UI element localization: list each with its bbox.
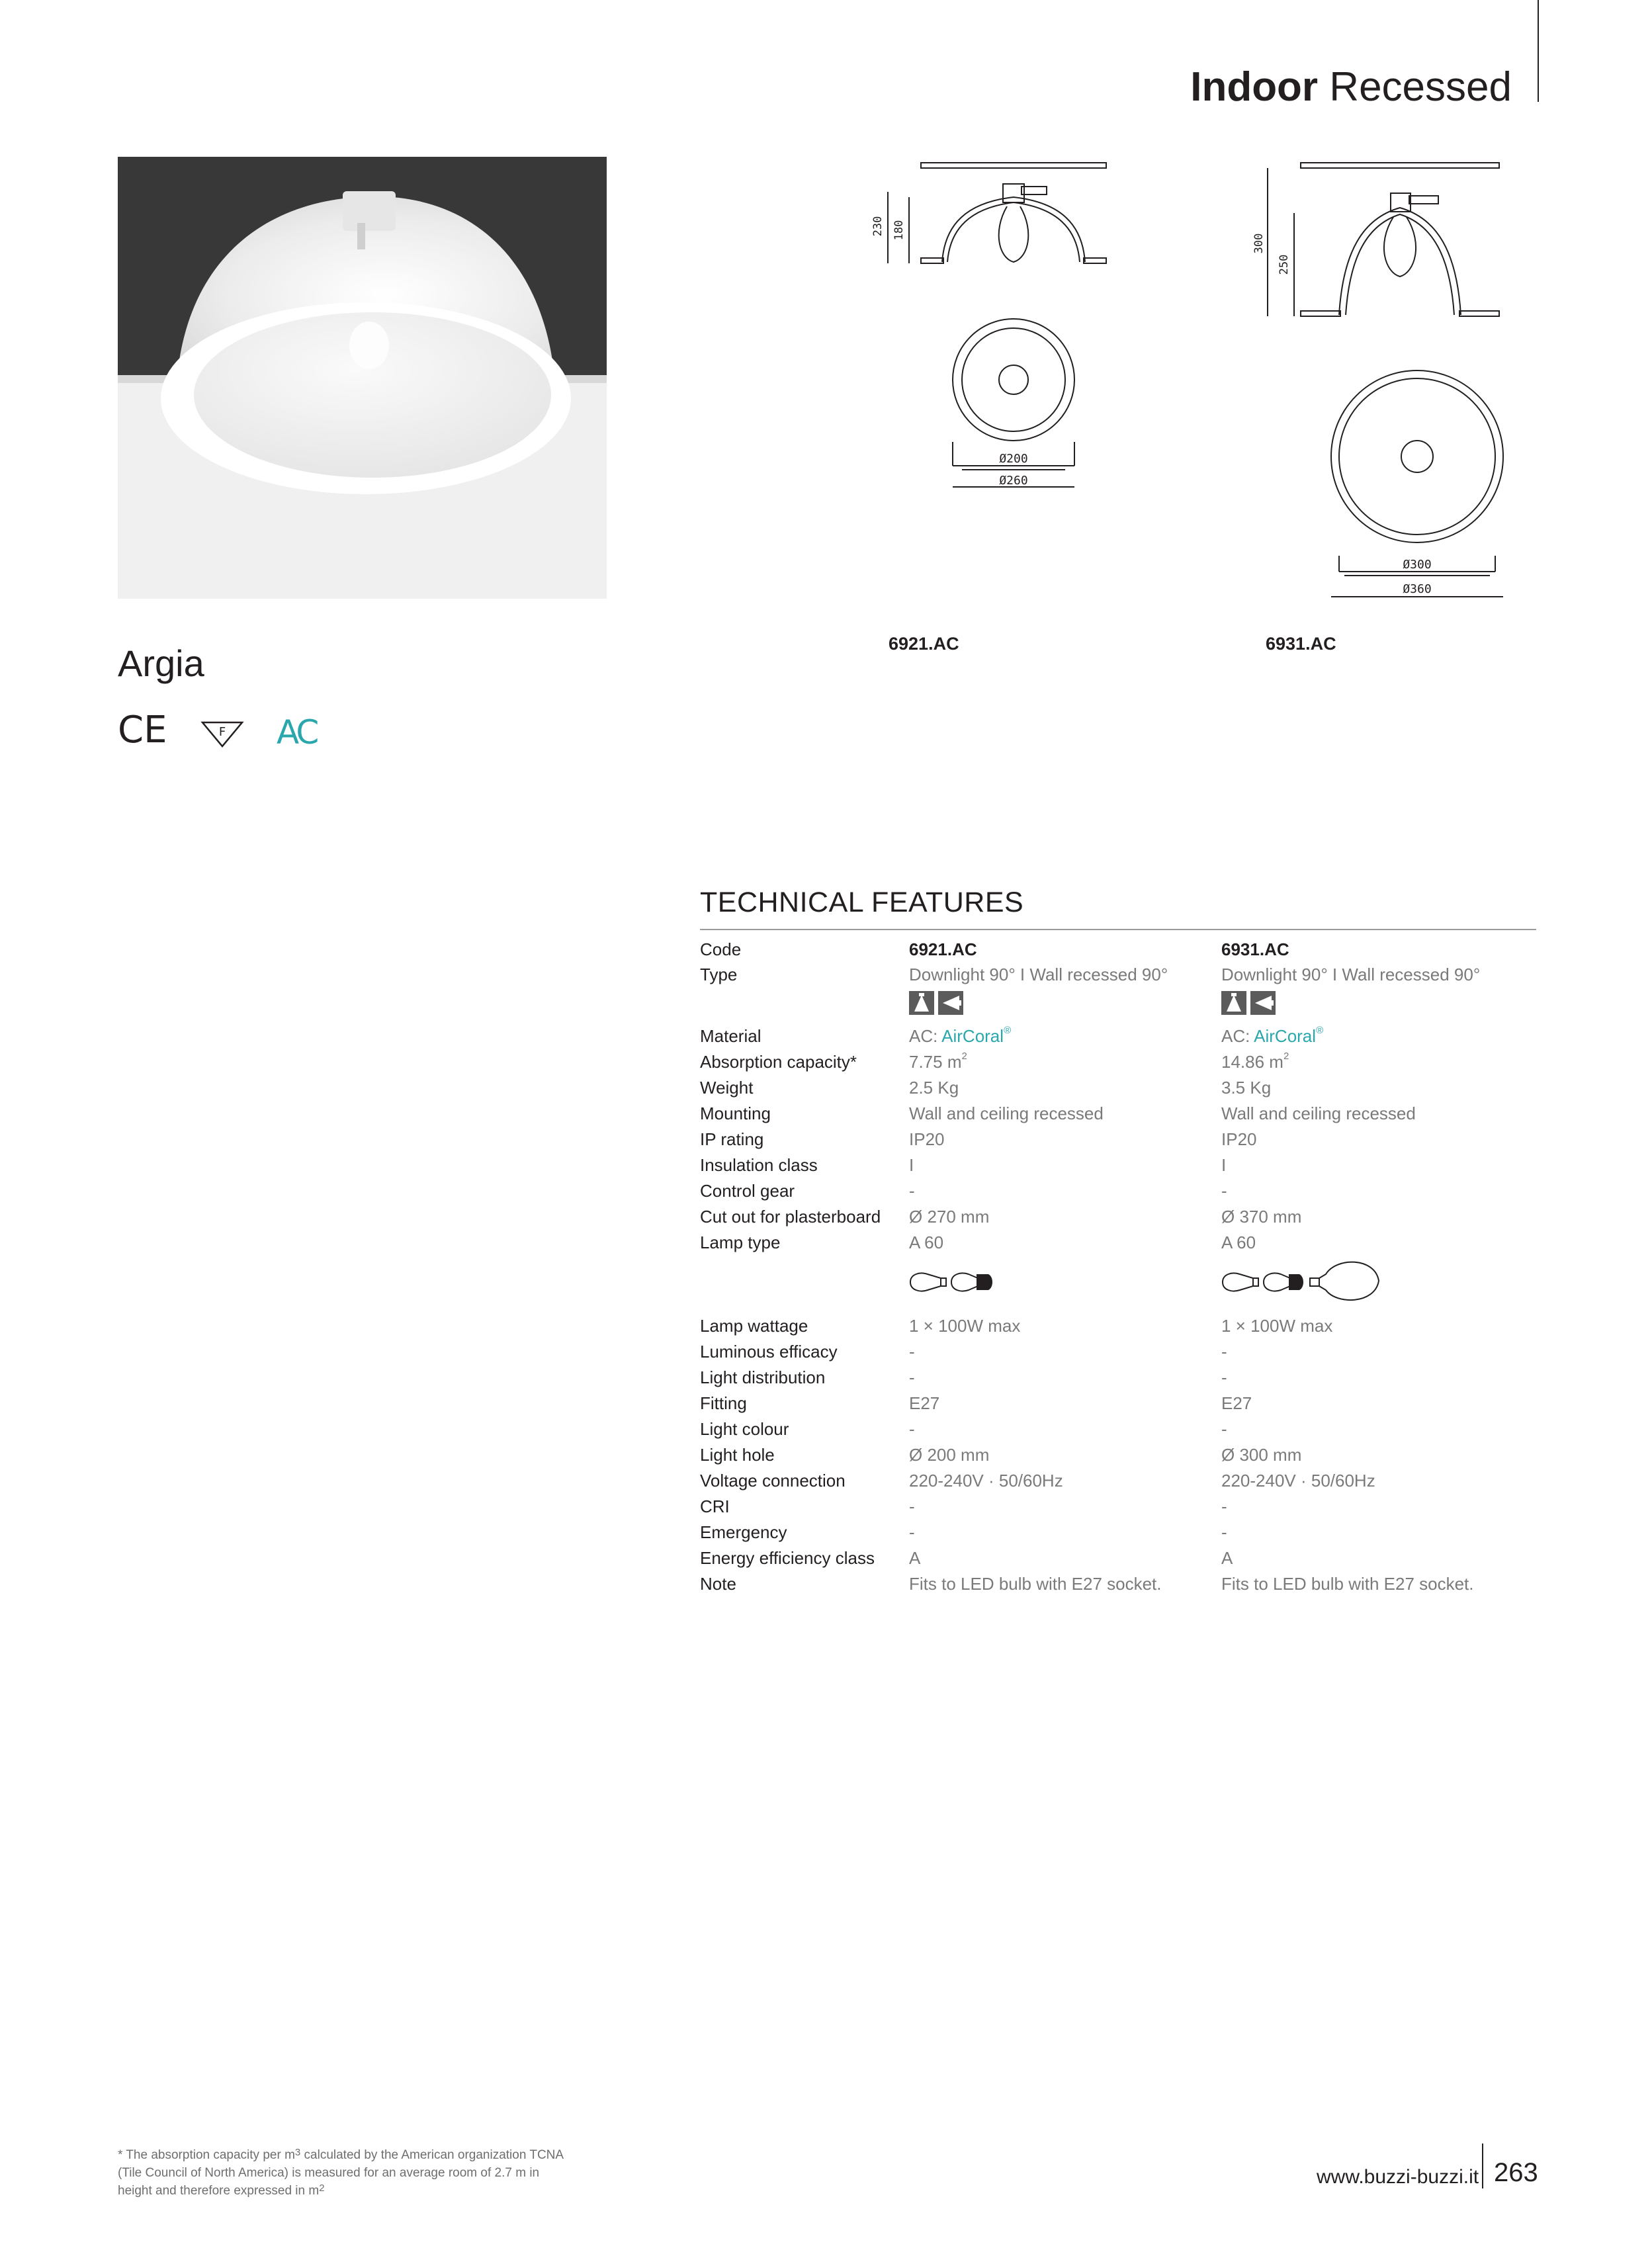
spec-value-6921: Fits to LED bulb with E27 socket. — [909, 1574, 1162, 1594]
spec-key: Weight — [700, 1078, 754, 1098]
spec-value-6931: I — [1221, 1155, 1227, 1175]
spec-value-6931: - — [1221, 1522, 1227, 1542]
material-prefix: AC: — [909, 1026, 942, 1046]
website-link[interactable]: www.buzzi-buzzi.it — [1317, 2166, 1479, 2188]
spec-key: Code — [700, 939, 742, 959]
spec-key: Energy efficiency class — [700, 1548, 875, 1568]
spec-key: Cut out for plasterboard — [700, 1207, 881, 1227]
material-prefix: AC: — [1221, 1026, 1254, 1046]
spec-key: CRI — [700, 1496, 730, 1516]
spec-value-6931: - — [1221, 1367, 1227, 1387]
spec-value-6921: Wall and ceiling recessed — [909, 1103, 1104, 1123]
spec-key: Material — [700, 1026, 761, 1046]
page-number: 263 — [1494, 2158, 1538, 2187]
bulb-outline-icon — [1223, 1274, 1258, 1291]
footnote-line-1 — [118, 2146, 607, 2164]
unit-exponent: 2 — [961, 1051, 967, 1062]
spec-value-6931: Fits to LED bulb with E27 socket. — [1221, 1574, 1474, 1594]
drawing-code-6921: 6921.AC — [889, 634, 959, 654]
dim-diameter-outer: Ø260 — [999, 474, 1028, 488]
dim-height-body: 250 — [1278, 254, 1291, 275]
spec-key: Light hole — [700, 1445, 775, 1465]
aircoral-mark-icon — [277, 713, 318, 750]
spec-value-6931: 220-240V · 50/60Hz — [1221, 1471, 1375, 1491]
footnote-text: * The absorption capacity per m — [118, 2148, 295, 2162]
spec-value-6931: Wall and ceiling recessed — [1221, 1103, 1416, 1123]
led-bulb-icon — [951, 1274, 992, 1291]
absorption-value: 7.75 m — [909, 1052, 962, 1072]
spec-value-6931: - — [1221, 1419, 1227, 1439]
dim-height-total: 300 — [1252, 233, 1266, 254]
spec-key: Fitting — [700, 1393, 747, 1413]
spec-value-6931: 6931.AC — [1221, 939, 1289, 959]
spec-value-6921: - — [909, 1367, 915, 1387]
footer-separator — [1482, 2143, 1483, 2188]
spec-value-6921 — [909, 1050, 967, 1074]
registered-mark: ® — [1316, 1025, 1324, 1036]
product-name: Argia — [118, 642, 204, 684]
technical-drawing-6921 — [860, 152, 1138, 496]
f-mark-icon — [202, 722, 242, 746]
spec-value-6921 — [909, 1024, 1011, 1048]
ce-mark-icon — [118, 709, 167, 750]
spec-value-6931: Ø 300 mm — [1221, 1445, 1302, 1465]
spec-value-6921: 6921.AC — [909, 939, 977, 959]
technical-features-rule — [700, 929, 1536, 930]
spec-value-6921: 2.5 Kg — [909, 1078, 959, 1098]
absorption-footnote — [118, 2146, 607, 2200]
svg-text:AC: AC — [277, 713, 317, 750]
lamp-icons-6921 — [908, 1265, 1000, 1303]
spec-value-6921: 220-240V · 50/60Hz — [909, 1471, 1063, 1491]
product-photo — [118, 157, 607, 599]
footnote-text: calculated by the American organization TCNA — [300, 2148, 564, 2162]
dim-diameter-outer: Ø360 — [1403, 582, 1432, 596]
spec-key: Voltage connection — [700, 1471, 846, 1491]
footnote-text: height and therefore expressed in m — [118, 2184, 320, 2198]
section-header — [1190, 64, 1512, 110]
registered-mark: ® — [1004, 1025, 1012, 1036]
spec-key: Type — [700, 965, 738, 984]
dim-height-total: 230 — [871, 216, 885, 237]
spec-key: Mounting — [700, 1103, 771, 1123]
header-light: Recessed — [1329, 64, 1512, 110]
spec-key: Emergency — [700, 1522, 787, 1542]
spec-value-6921: 1 × 100W max — [909, 1316, 1021, 1336]
header-rule — [1538, 0, 1539, 102]
wall-recessed-icon — [938, 991, 963, 1015]
footnote-exponent: 2 — [319, 2183, 325, 2194]
lamp-icons-6931 — [1220, 1254, 1385, 1311]
spec-key: Lamp wattage — [700, 1316, 808, 1336]
spec-key: Luminous efficacy — [700, 1342, 838, 1362]
downlight-icon — [1221, 991, 1246, 1015]
spec-value-6931: 1 × 100W max — [1221, 1316, 1333, 1336]
spec-value-6931: IP20 — [1221, 1129, 1257, 1149]
spec-key: Light distribution — [700, 1367, 826, 1387]
spec-value-6931: E27 — [1221, 1393, 1252, 1413]
certification-marks — [118, 708, 329, 748]
spec-value-6931: Downlight 90° I Wall recessed 90° — [1221, 965, 1481, 984]
spec-value-6921: I — [909, 1155, 914, 1175]
spec-value-6921: - — [909, 1419, 915, 1439]
spec-value-6921: Downlight 90° I Wall recessed 90° — [909, 965, 1168, 984]
led-bulb-icon — [1264, 1274, 1303, 1291]
svg-text:F: F — [218, 725, 226, 739]
dim-diameter-inner: Ø300 — [1403, 558, 1432, 572]
spec-value-6931 — [1221, 1024, 1323, 1048]
dim-height-body: 180 — [892, 220, 906, 241]
svg-text:CE: CE — [118, 709, 167, 750]
spec-key: Light colour — [700, 1419, 789, 1439]
bulb-outline-icon — [910, 1274, 946, 1291]
spec-key: IP rating — [700, 1129, 764, 1149]
material-name: AirCoral — [1254, 1026, 1317, 1046]
spec-value-6921: Ø 270 mm — [909, 1207, 990, 1227]
spec-value-6931: Ø 370 mm — [1221, 1207, 1302, 1227]
spec-value-6921: - — [909, 1496, 915, 1516]
spec-value-6931: A 60 — [1221, 1233, 1256, 1252]
spec-value-6921: Ø 200 mm — [909, 1445, 990, 1465]
spec-key: Control gear — [700, 1181, 795, 1201]
spec-value-6931 — [1221, 1050, 1289, 1074]
spec-value-6921: A 60 — [909, 1233, 944, 1252]
footnote-line-2: (Tile Council of North America) is measured for an average room of 2.7 m in — [118, 2166, 540, 2180]
spec-key: Absorption capacity* — [700, 1052, 857, 1072]
spec-value-6931: A — [1221, 1548, 1233, 1568]
downlight-icon — [909, 991, 934, 1015]
technical-drawing-6931 — [1244, 152, 1522, 602]
globe-bulb-icon — [1310, 1262, 1379, 1300]
spec-value-6931: - — [1221, 1342, 1227, 1362]
spec-value-6931: 3.5 Kg — [1221, 1078, 1272, 1098]
spec-value-6921: E27 — [909, 1393, 940, 1413]
technical-features-title: TECHNICAL FEATURES — [700, 887, 1024, 918]
spec-value-6921: - — [909, 1181, 915, 1201]
spec-value-6921: A — [909, 1548, 921, 1568]
spec-value-6921: - — [909, 1342, 915, 1362]
unit-exponent: 2 — [1283, 1051, 1289, 1062]
dim-diameter-inner: Ø200 — [999, 452, 1028, 466]
spec-value-6921: IP20 — [909, 1129, 945, 1149]
spec-value-6931: - — [1221, 1181, 1227, 1201]
drawing-code-6931: 6931.AC — [1266, 634, 1336, 654]
spec-value-6931: - — [1221, 1496, 1227, 1516]
type-icons-6931 — [1221, 990, 1277, 1019]
material-name: AirCoral — [941, 1026, 1004, 1046]
footnote-exponent: 3 — [294, 2147, 301, 2158]
spec-value-6921: - — [909, 1522, 915, 1542]
type-icons-6921 — [909, 990, 965, 1019]
header-bold: Indoor — [1190, 64, 1319, 110]
wall-recessed-icon — [1250, 991, 1276, 1015]
footnote-line-3 — [118, 2182, 607, 2200]
spec-key: Insulation class — [700, 1155, 818, 1175]
spec-key: Lamp type — [700, 1233, 781, 1252]
absorption-value: 14.86 m — [1221, 1052, 1283, 1072]
spec-key: Note — [700, 1574, 736, 1594]
